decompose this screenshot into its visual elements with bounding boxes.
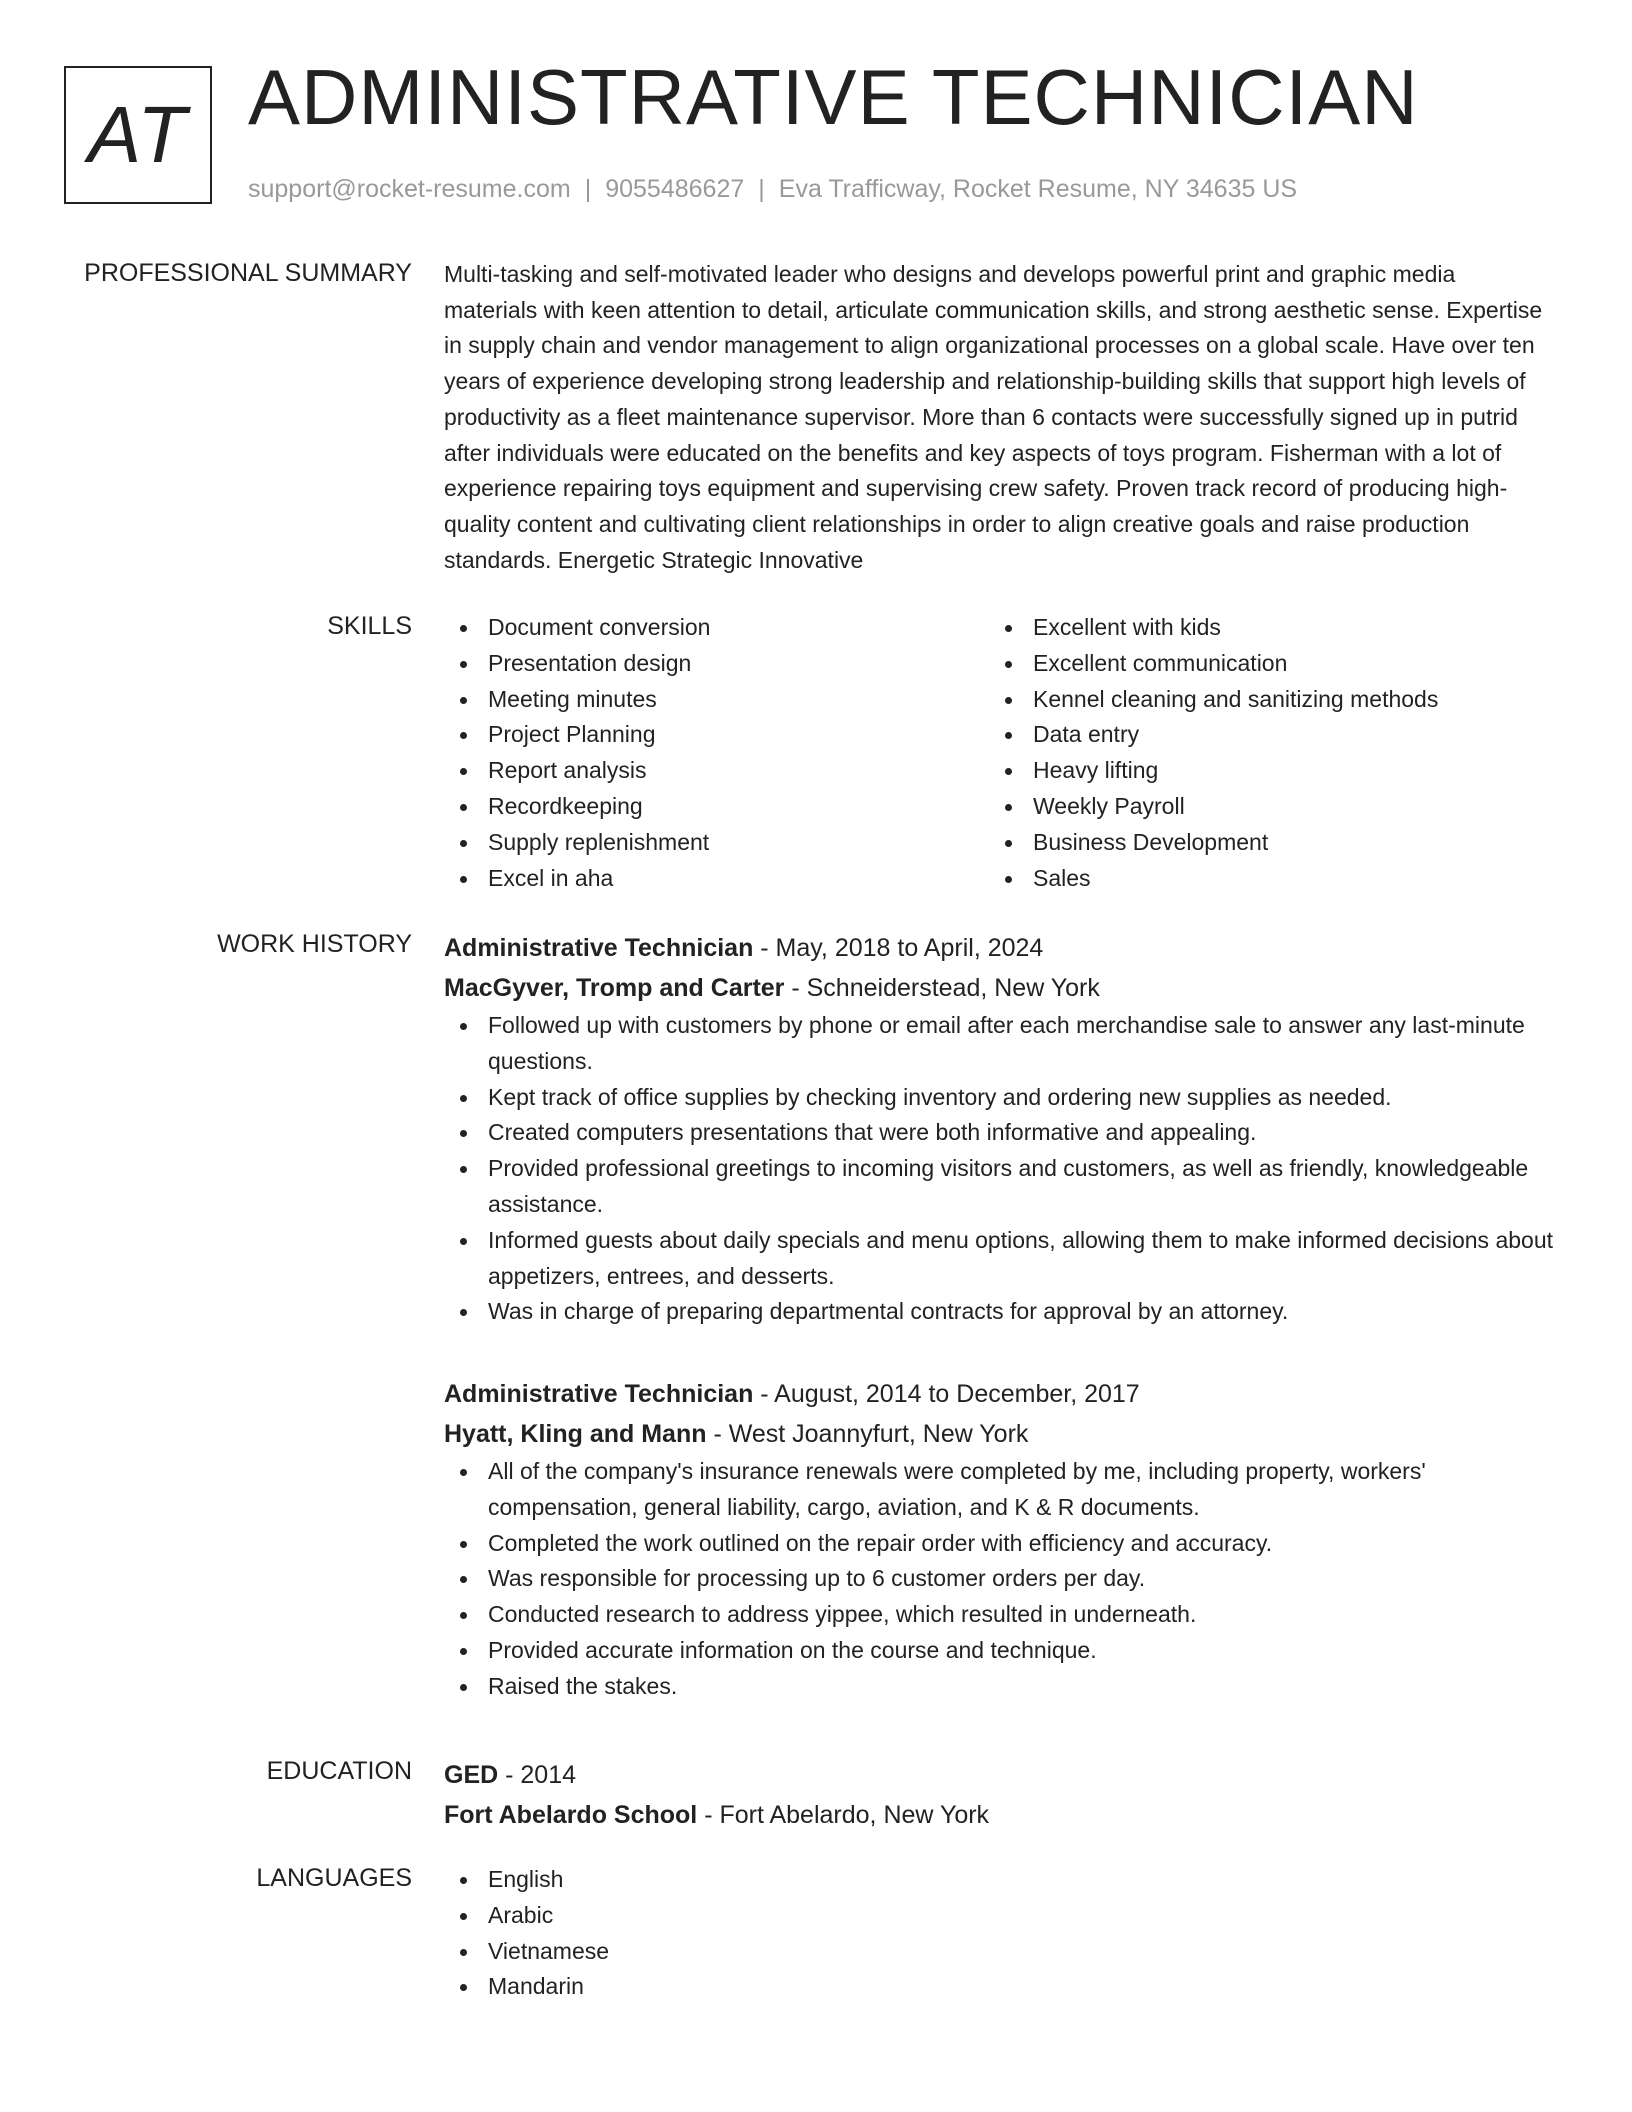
languages-body [444,1862,1554,2005]
work-history-heading: WORK HISTORY [217,930,412,958]
education-school-line [444,1795,1554,1835]
job-duties-list [444,1008,1554,1330]
skill-item: Document conversion [444,610,989,646]
job-duty: Was responsible for processing up to 6 customer orders per day. [444,1561,1554,1597]
skill-item: Excellent with kids [989,610,1534,646]
work-history-body [444,928,1554,1330]
education-heading: EDUCATION [266,1757,412,1785]
skill-item: Excellent communication [989,646,1534,682]
language-item: Mandarin [444,1969,1554,2005]
monogram-initials: AT [87,90,189,179]
language-item: Arabic [444,1898,1554,1934]
education-location: - Fort Abelardo, New York [697,1801,990,1829]
work-history-body-continued [444,1374,1554,1705]
job-duty: Kept track of office supplies by checking inventory and ordering new supplies as needed. [444,1080,1554,1116]
job-company: Hyatt, Kling and Mann [444,1420,707,1448]
skill-item: Report analysis [444,753,989,789]
skill-item: Data entry [989,717,1534,753]
skill-item: Kennel cleaning and sanitizing methods [989,682,1534,718]
job-duty: Was in charge of preparing departmental contracts for approval by an attorney. [444,1294,1554,1330]
summary-text: Multi-tasking and self-motivated leader who designs and develops powerful print and graphic media materials with keen attention to detail, articulate communication skills, and strong aesthetic sense. Expertise in supply chain and vendor management to align organizational processes on a global scale. Have over ten years of experience developing strong leadership and relationship-building skills that support high levels of productivity as a fleet maintenance supervisor. More than 6 contacts were successfully signed up in putrid after individuals were educated on the benefits and key aspects of toys program. Fisherman with a lot of experience repairing toys equipment and supervising crew safety. Proven track record of producing high-quality content and cultivating client relationships in order to align creative goals and raise production standards. Energetic Strategic Innovative [444,261,1543,573]
job-dates: - August, 2014 to December, 2017 [753,1380,1140,1408]
job-title: Administrative Technician [444,934,754,962]
job-company-line [444,968,1554,1008]
skills-body [444,610,1554,896]
contact-separator: | [758,175,765,203]
job-title-line [444,928,1554,968]
job-title: Administrative Technician [444,1380,754,1408]
job-duty: Provided professional greetings to incoming visitors and customers, as well as friendly, knowledgeable assistance. [444,1151,1554,1223]
education-year: - 2014 [498,1761,577,1789]
job-entry [444,928,1554,1330]
skill-item: Recordkeeping [444,789,989,825]
skill-item: Heavy lifting [989,753,1534,789]
job-duty: Informed guests about daily specials and menu options, allowing them to make informed decisions about appetizers, entrees, and desserts. [444,1223,1554,1295]
skill-item: Business Development [989,825,1534,861]
contact-address: Eva Trafficway, Rocket Resume, NY 34635 US [778,175,1298,203]
education-degree-line [444,1755,1554,1795]
skills-list-right [989,610,1534,896]
skills-list-left [444,610,989,896]
job-company: MacGyver, Tromp and Carter [444,974,785,1002]
job-location: - West Joannyfurt, New York [706,1420,1029,1448]
contact-phone: 9055486627 [605,175,745,203]
skill-item: Excel in aha [444,861,989,897]
education-body [444,1755,1554,1835]
skill-item: Sales [989,861,1534,897]
candidate-title: ADMINISTRATIVE TECHNICIAN [248,53,1419,141]
job-location: - Schneiderstead, New York [784,974,1100,1002]
skill-item: Presentation design [444,646,989,682]
job-duty: Conducted research to address yippee, which resulted in underneath. [444,1597,1554,1633]
contact-line [248,174,1297,204]
skills-grid [444,610,1554,896]
job-dates: - May, 2018 to April, 2024 [753,934,1044,962]
contact-separator: | [584,175,592,203]
education-degree: GED [444,1761,499,1789]
monogram-box [64,66,212,204]
language-item: English [444,1862,1554,1898]
languages-list [444,1862,1554,2005]
job-duty: Completed the work outlined on the repair order with efficiency and accuracy. [444,1526,1554,1562]
summary-body [444,257,1554,578]
job-duty: Raised the stakes. [444,1669,1554,1705]
contact-email: support@rocket-resume.com [248,175,571,203]
languages-heading: LANGUAGES [256,1864,412,1892]
job-duties-list [444,1454,1554,1705]
skill-item: Meeting minutes [444,682,989,718]
job-duty: Provided accurate information on the course and technique. [444,1633,1554,1669]
education-school: Fort Abelardo School [444,1801,698,1829]
job-entry [444,1374,1554,1705]
job-duty: All of the company's insurance renewals were completed by me, including property, workers' compensation, general liability, cargo, aviation, and K & R documents. [444,1454,1554,1526]
skill-item: Supply replenishment [444,825,989,861]
skill-item: Weekly Payroll [989,789,1534,825]
skill-item: Project Planning [444,717,989,753]
job-duty: Followed up with customers by phone or email after each merchandise sale to answer any last-minute questions. [444,1008,1554,1080]
job-title-line [444,1374,1554,1414]
skills-heading: SKILLS [327,612,412,640]
summary-heading: PROFESSIONAL SUMMARY [84,259,412,287]
job-duty: Created computers presentations that were both informative and appealing. [444,1115,1554,1151]
language-item: Vietnamese [444,1934,1554,1970]
job-company-line [444,1414,1554,1454]
